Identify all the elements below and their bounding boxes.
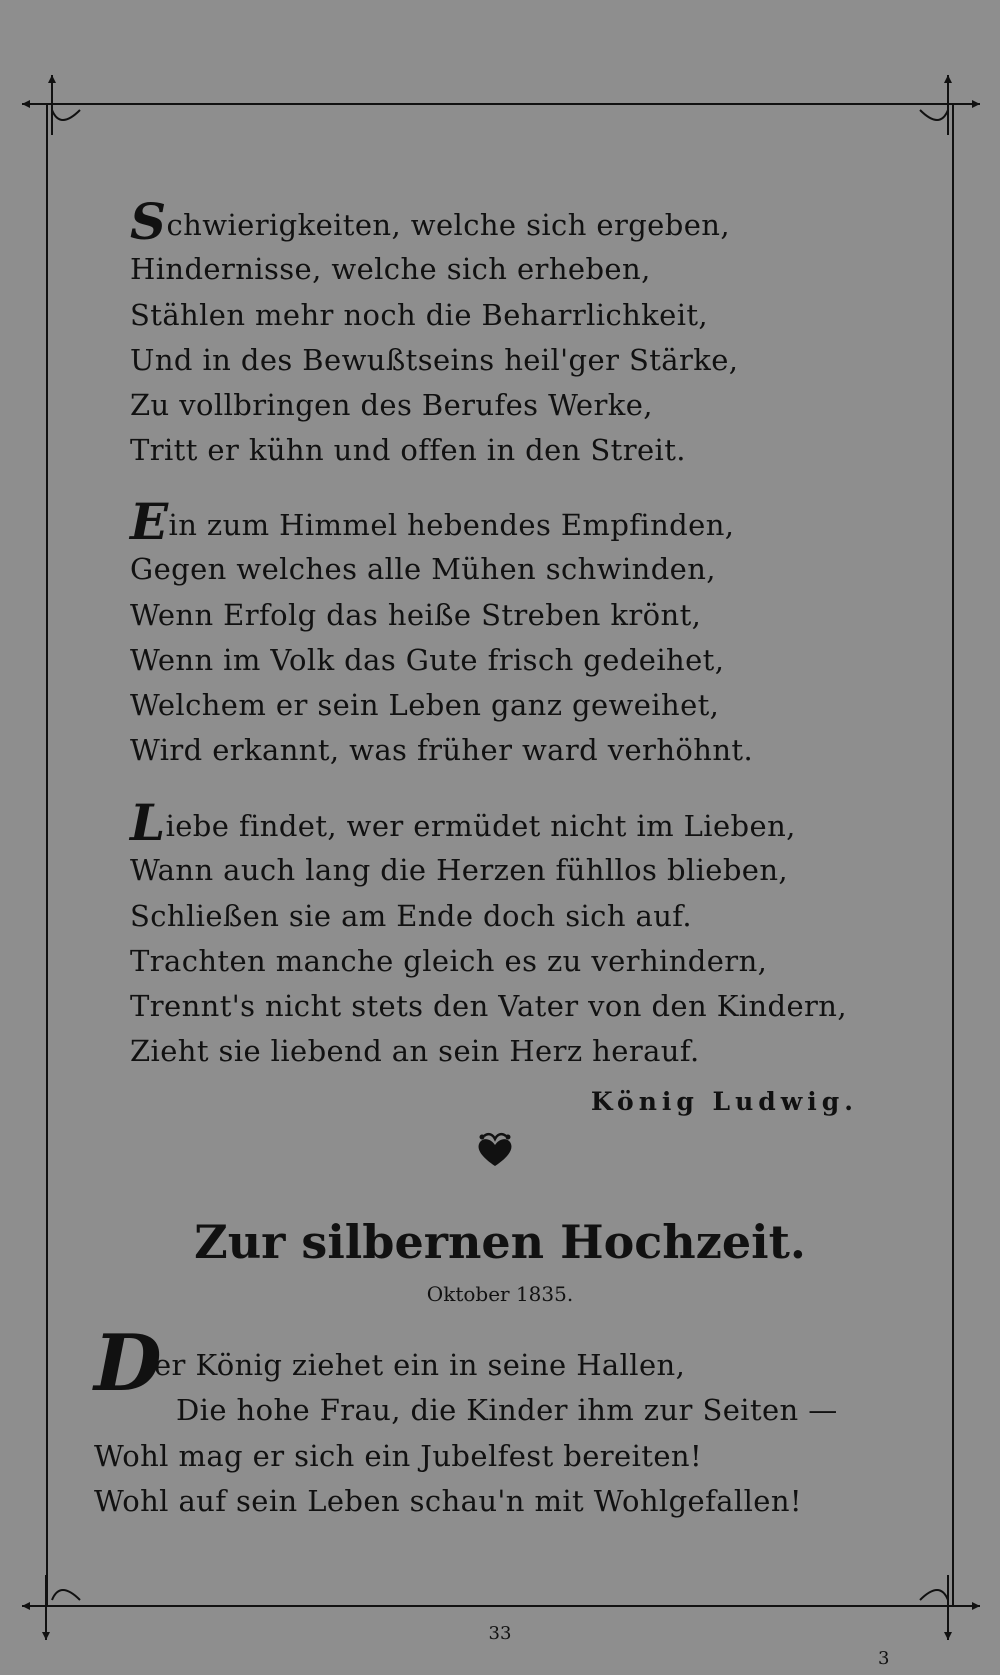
sheet-number: 3 [878,1648,890,1669]
heart-ornament-icon [470,1130,520,1170]
verse-line: Wohl mag er sich ein Jubelfest bereiten! [94,1438,703,1473]
verse-line: er König ziehet ein in seine Hallen, [154,1348,686,1382]
dropcap: E [130,492,169,551]
verse-line: Wohl auf sein Leben schau'n mit Wohlgefallen! [94,1483,802,1518]
dropcap: S [130,192,167,251]
poem2-stanza [94,1343,894,1524]
dropcap: L [130,793,166,852]
verse-line: Trachten manche gleich es zu verhindern, [130,943,768,978]
verse-line: Trennt's nicht stets den Vater von den Kindern, [130,989,847,1024]
verse-line: Welchem er sein Leben ganz geweihet, [130,688,720,723]
verse-line: Wird erkannt, was früher ward verhöhnt. [130,733,754,768]
poem-date: Oktober 1835. [426,1282,574,1306]
verse-line: Stählen mehr noch die Beharrlichkeit, [130,297,709,332]
verse-line: Ein zum Himmel hebendes Empfinden, [130,492,735,551]
verse-line: Hindernisse, welche sich erheben, [130,252,651,287]
poem-title: Zur silbernen Hochzeit. [194,1215,806,1269]
verse-line: Und in des Bewußtseins heil'ger Stärke, [130,342,739,377]
verse-line: Gegen welches alle Mühen schwinden, [130,552,716,587]
poem1-stanza-3 [130,793,890,1075]
poem1-stanza-1 [130,192,890,474]
verse-line: Wann auch lang die Herzen fühllos blieben, [130,853,789,888]
verse-line: Tritt er kühn und offen in den Streit. [130,433,686,468]
page-number: 33 [488,1623,512,1644]
verse-line: Die hohe Frau, die Kinder ihm zur Seiten — [176,1393,838,1428]
verse-line: Wenn Erfolg das heiße Streben krönt, [130,597,702,632]
verse-line: Schwierigkeiten, welche sich ergeben, [130,192,730,251]
verse-line: Schließen sie am Ende doch sich auf. [130,898,693,933]
poem-signature: König Ludwig. [590,1087,858,1116]
verse-line: Liebe findet, wer ermüdet nicht im Lieben, [130,793,796,852]
verse-line: Wenn im Volk das Gute frisch gedeihet, [130,642,725,677]
verse-line: Zu vollbringen des Berufes Werke, [130,388,653,423]
verse-line: Zieht sie liebend an sein Herz herauf. [130,1034,700,1069]
poem1-stanza-2 [130,492,890,774]
large-dropcap: D [94,1318,162,1409]
